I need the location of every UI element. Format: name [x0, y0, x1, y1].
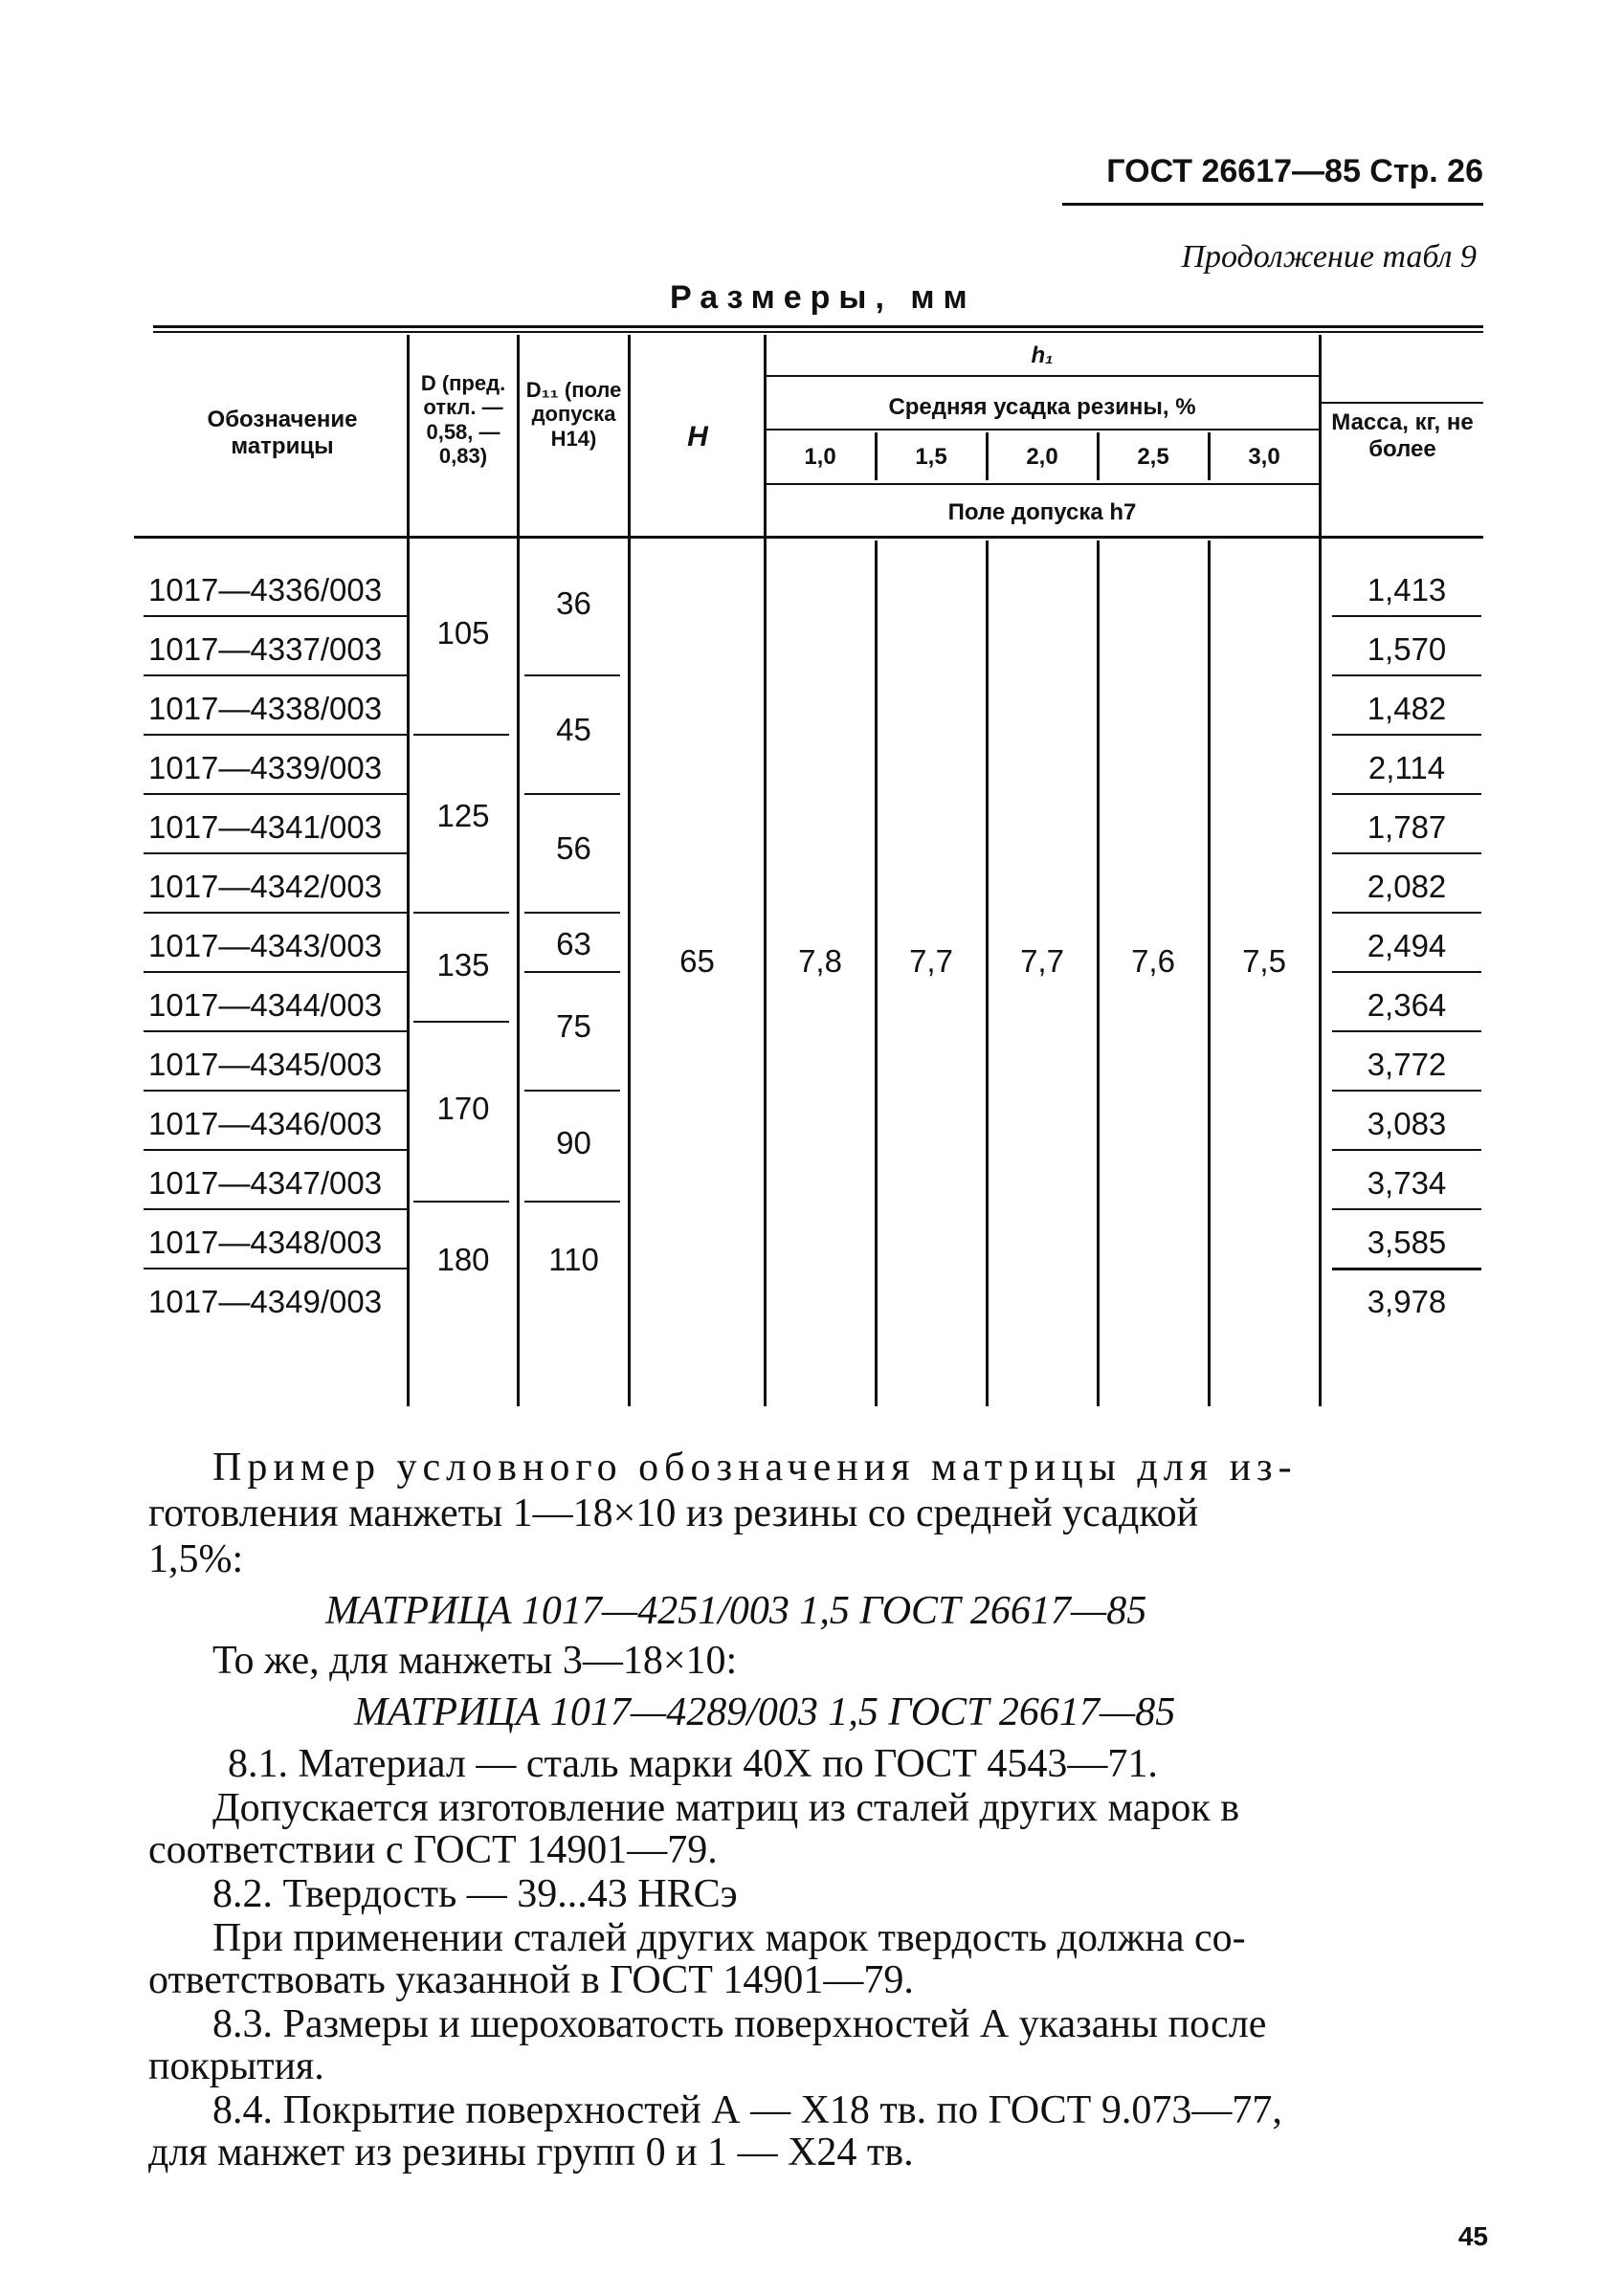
D11-cell: 110	[548, 1242, 599, 1277]
mass-rule	[1332, 1030, 1481, 1032]
D-rule	[413, 734, 509, 736]
clause-8-1-note-1: Допускается изготовление матриц из сталей других марок в	[212, 1786, 1240, 1830]
header-rule	[1062, 203, 1483, 206]
example-line-3: 1,5%:	[148, 1537, 244, 1581]
D11-rule	[524, 793, 620, 795]
clause-8-2-note-2: ответствовать указанной в ГОСТ 14901—79.	[148, 1958, 914, 2002]
designation-cell: 1017—4348/003	[148, 1225, 383, 1260]
col-H-header: H	[687, 421, 708, 453]
designation-example-2: МАТРИЦА 1017—4289/003 1,5 ГОСТ 26617—85	[354, 1690, 1176, 1734]
tolerance-header: Поле допуска h7	[947, 499, 1137, 525]
D-cell: 170	[436, 1091, 490, 1126]
mass-top-rule	[1321, 402, 1483, 404]
designation-cell: 1017—4349/003	[148, 1284, 383, 1319]
shrink-value: 2,0	[1026, 444, 1058, 470]
D11-cell: 36	[556, 585, 591, 621]
mass-rule	[1332, 1090, 1481, 1092]
row-rule	[144, 615, 407, 617]
designation-cell: 1017—4345/003	[148, 1047, 383, 1082]
D11-rule	[524, 971, 620, 973]
row-rule	[144, 852, 407, 854]
D-cell: 105	[436, 615, 490, 651]
shrink-rule	[766, 429, 1319, 430]
shrink-value: 3,0	[1248, 444, 1280, 470]
designation-cell: 1017—4337/003	[148, 631, 383, 667]
mass-cell: 3,585	[1367, 1225, 1447, 1260]
mass-cell: 2,114	[1368, 750, 1446, 785]
D11-cell: 63	[556, 926, 591, 961]
designation-cell: 1017—4336/003	[148, 572, 383, 607]
h1-cell: 7,6	[1131, 943, 1175, 979]
clause-8-3-line-1: 8.3. Размеры и шероховатость поверхностей А указаны после	[212, 2002, 1267, 2046]
table-top-rule	[153, 325, 1483, 328]
designation-cell: 1017—4341/003	[148, 809, 383, 845]
D-cell: 135	[436, 947, 490, 982]
col-mass-header: Масса, кг, не более	[1331, 409, 1474, 462]
D-rule	[413, 1201, 509, 1203]
row-rule	[144, 734, 407, 736]
col-h1-header: h₁	[1031, 342, 1054, 368]
row-rule	[144, 971, 407, 973]
col-line	[628, 335, 631, 1406]
designation-cell: 1017—4342/003	[148, 869, 383, 904]
row-rule	[144, 1030, 407, 1032]
mass-rule	[1332, 734, 1481, 736]
shrink-values-rule	[766, 483, 1319, 485]
mass-cell: 1,413	[1367, 572, 1447, 607]
clause-8-4-line-1: 8.4. Покрытие поверхностей А — Х18 тв. по ГОСТ 9.073—77,	[212, 2088, 1282, 2132]
row-rule	[144, 674, 407, 676]
shrink-value: 1,0	[804, 444, 836, 470]
same-for-line: То же, для манжеты 3—18×10:	[212, 1639, 738, 1683]
row-rule	[144, 1149, 407, 1151]
D11-cell: 56	[556, 830, 591, 866]
h1-cell: 7,7	[1020, 943, 1064, 979]
D-rule	[413, 1021, 509, 1023]
example-line-2: готовления манжеты 1—18×10 из резины со средней усадкой	[148, 1491, 1199, 1535]
designation-cell: 1017—4343/003	[148, 928, 383, 963]
mass-rule	[1332, 852, 1481, 854]
designation-cell: 1017—4339/003	[148, 750, 383, 785]
example-line-1: Пример условного обозначения матрицы для из-	[212, 1446, 1298, 1490]
mass-rule	[1332, 615, 1481, 617]
H-cell: 65	[679, 943, 715, 979]
mass-rule	[1332, 912, 1481, 914]
mass-cell: 1,787	[1367, 809, 1447, 845]
mass-rule	[1332, 674, 1481, 676]
col-D-header: D (пред. откл. —0,58, —0,83)	[420, 371, 506, 468]
mass-cell: 2,494	[1367, 928, 1447, 963]
page-number: 45	[1457, 2221, 1488, 2251]
D11-rule	[524, 1090, 620, 1092]
mass-rule	[1332, 971, 1481, 973]
h1-rule	[766, 375, 1319, 377]
clause-8-3-line-2: покрытия.	[148, 2044, 324, 2088]
D-rule	[413, 912, 509, 914]
mass-rule	[1332, 1268, 1481, 1270]
D11-cell: 90	[556, 1125, 591, 1160]
designation-cell: 1017—4347/003	[148, 1165, 383, 1201]
row-rule	[144, 912, 407, 914]
col-designation-header: Обозначение матрицы	[207, 407, 358, 459]
col-line	[1319, 335, 1322, 1406]
D11-rule	[524, 1201, 620, 1203]
mass-cell: 3,083	[1367, 1106, 1447, 1141]
sizes-label: Размеры, мм	[670, 279, 976, 316]
row-rule	[144, 1208, 407, 1210]
D11-rule	[524, 912, 620, 914]
row-rule	[144, 793, 407, 795]
mass-cell: 3,734	[1367, 1165, 1447, 1201]
header-bottom-rule	[134, 536, 1483, 539]
D11-rule	[524, 674, 620, 676]
mass-cell: 2,364	[1367, 987, 1447, 1023]
clause-8-4-line-2: для манжет из резины групп 0 и 1 — Х24 тв.	[148, 2130, 914, 2175]
shrink-header: Средняя усадка резины, %	[888, 394, 1196, 420]
table-top-rule-2	[153, 331, 1483, 333]
designation-example-1: МАТРИЦА 1017—4251/003 1,5 ГОСТ 26617—85	[325, 1589, 1147, 1633]
shrink-value: 1,5	[915, 444, 947, 470]
D-cell: 180	[436, 1242, 490, 1277]
designation-cell: 1017—4338/003	[148, 691, 383, 726]
mass-cell: 3,772	[1367, 1047, 1447, 1082]
clause-8-1-note-2: соответствии с ГОСТ 14901—79.	[148, 1828, 718, 1872]
designation-cell: 1017—4344/003	[148, 987, 383, 1023]
col-line	[764, 335, 767, 1406]
clause-8-1: 8.1. Материал — сталь марки 40Х по ГОСТ 4543—71.	[228, 1742, 1158, 1786]
designation-cell: 1017—4346/003	[148, 1106, 383, 1141]
D11-cell: 45	[556, 712, 591, 747]
D-cell: 125	[436, 798, 490, 833]
clause-8-2: 8.2. Твердость — 39...43 HRCэ	[212, 1872, 738, 1916]
row-rule	[144, 1268, 407, 1269]
continuation-label: Продолжение табл 9	[1181, 239, 1477, 275]
mass-cell: 1,570	[1367, 631, 1447, 667]
clause-8-2-note-1: При применении сталей других марок твердость должна со-	[212, 1916, 1246, 1960]
h1-cell: 7,8	[798, 943, 842, 979]
h1-cell: 7,5	[1242, 943, 1286, 979]
h1-cell: 7,7	[909, 943, 953, 979]
mass-rule	[1332, 1149, 1481, 1151]
mass-cell: 1,482	[1367, 691, 1447, 726]
mass-cell: 3,978	[1367, 1284, 1447, 1319]
col-D11-header: D₁₁ (поле допуска H14)	[525, 378, 622, 451]
shrink-value: 2,5	[1137, 444, 1169, 470]
standard-header: ГОСТ 26617—85 Стр. 26	[1106, 153, 1483, 189]
D11-cell: 75	[556, 1008, 591, 1044]
mass-cell: 2,082	[1367, 869, 1447, 904]
mass-rule	[1332, 1208, 1481, 1210]
row-rule	[144, 1090, 407, 1092]
mass-rule	[1332, 793, 1481, 795]
